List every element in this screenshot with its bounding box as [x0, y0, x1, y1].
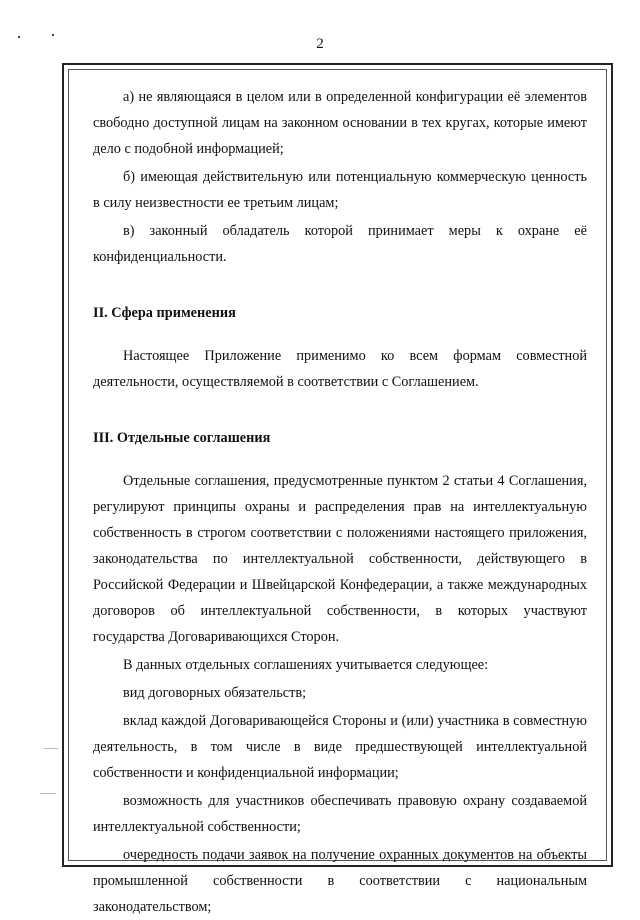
scan-mark — [44, 748, 58, 749]
list-item-c: в) законный обладатель которой принимает меры к охране её конфиденциальности. — [93, 223, 587, 265]
agreements-paragraph-6: очередность подачи заявок на получение охранных документов на объекты промышленной собственности в соответствии с национальным законодательством; — [93, 847, 587, 915]
document-body — [93, 84, 587, 920]
list-item-b: б) имеющая действительную или потенциальную коммерческую ценность в силу неизвестности ее третьим лицам; — [93, 169, 587, 211]
agreements-paragraph-1: Отдельные соглашения, предусмотренные пунктом 2 статьи 4 Соглашения, регулируют принципы охраны и распределения прав на интеллектуальную собственность в строгом соответствии с положениями настоящего приложения, законодательства по интеллектуальной собственности, действующего в Российской Федерации и Швейцарской Конфедерации, а также международных договоров об интеллектуальной собственности, в которых участвуют государства Договаривающихся Сторон. — [93, 473, 587, 645]
agreements-paragraph-4: вклад каждой Договаривающейся Стороны и (или) участника в совместную деятельность, в том числе в виде предшествующей интеллектуальной собственности и конфиденциальной информации; — [93, 713, 587, 781]
agreements-paragraph-3: вид договорных обязательств; — [123, 685, 307, 701]
section-heading-separate-agreements: III. Отдельные соглашения — [93, 430, 271, 446]
section-heading-scope: II. Сфера применения — [93, 305, 236, 321]
page-number: 2 — [316, 36, 324, 52]
scan-mark — [40, 793, 56, 794]
scan-mark — [52, 34, 54, 36]
list-item-a: а) не являющаяся в целом или в определенной конфигурации её элементов свободно доступной лицам на законном основании в тех кругах, которые имеют дело с подобной информацией; — [93, 89, 587, 157]
scan-mark — [18, 36, 20, 38]
agreements-paragraph-5: возможность для участников обеспечивать правовую охрану создаваемой интеллектуальной собственности; — [93, 793, 587, 835]
scope-paragraph: Настоящее Приложение применимо ко всем формам совместной деятельности, осуществляемой в соответствии с Соглашением. — [93, 348, 587, 390]
agreements-paragraph-2: В данных отдельных соглашениях учитывается следующее: — [123, 657, 489, 673]
